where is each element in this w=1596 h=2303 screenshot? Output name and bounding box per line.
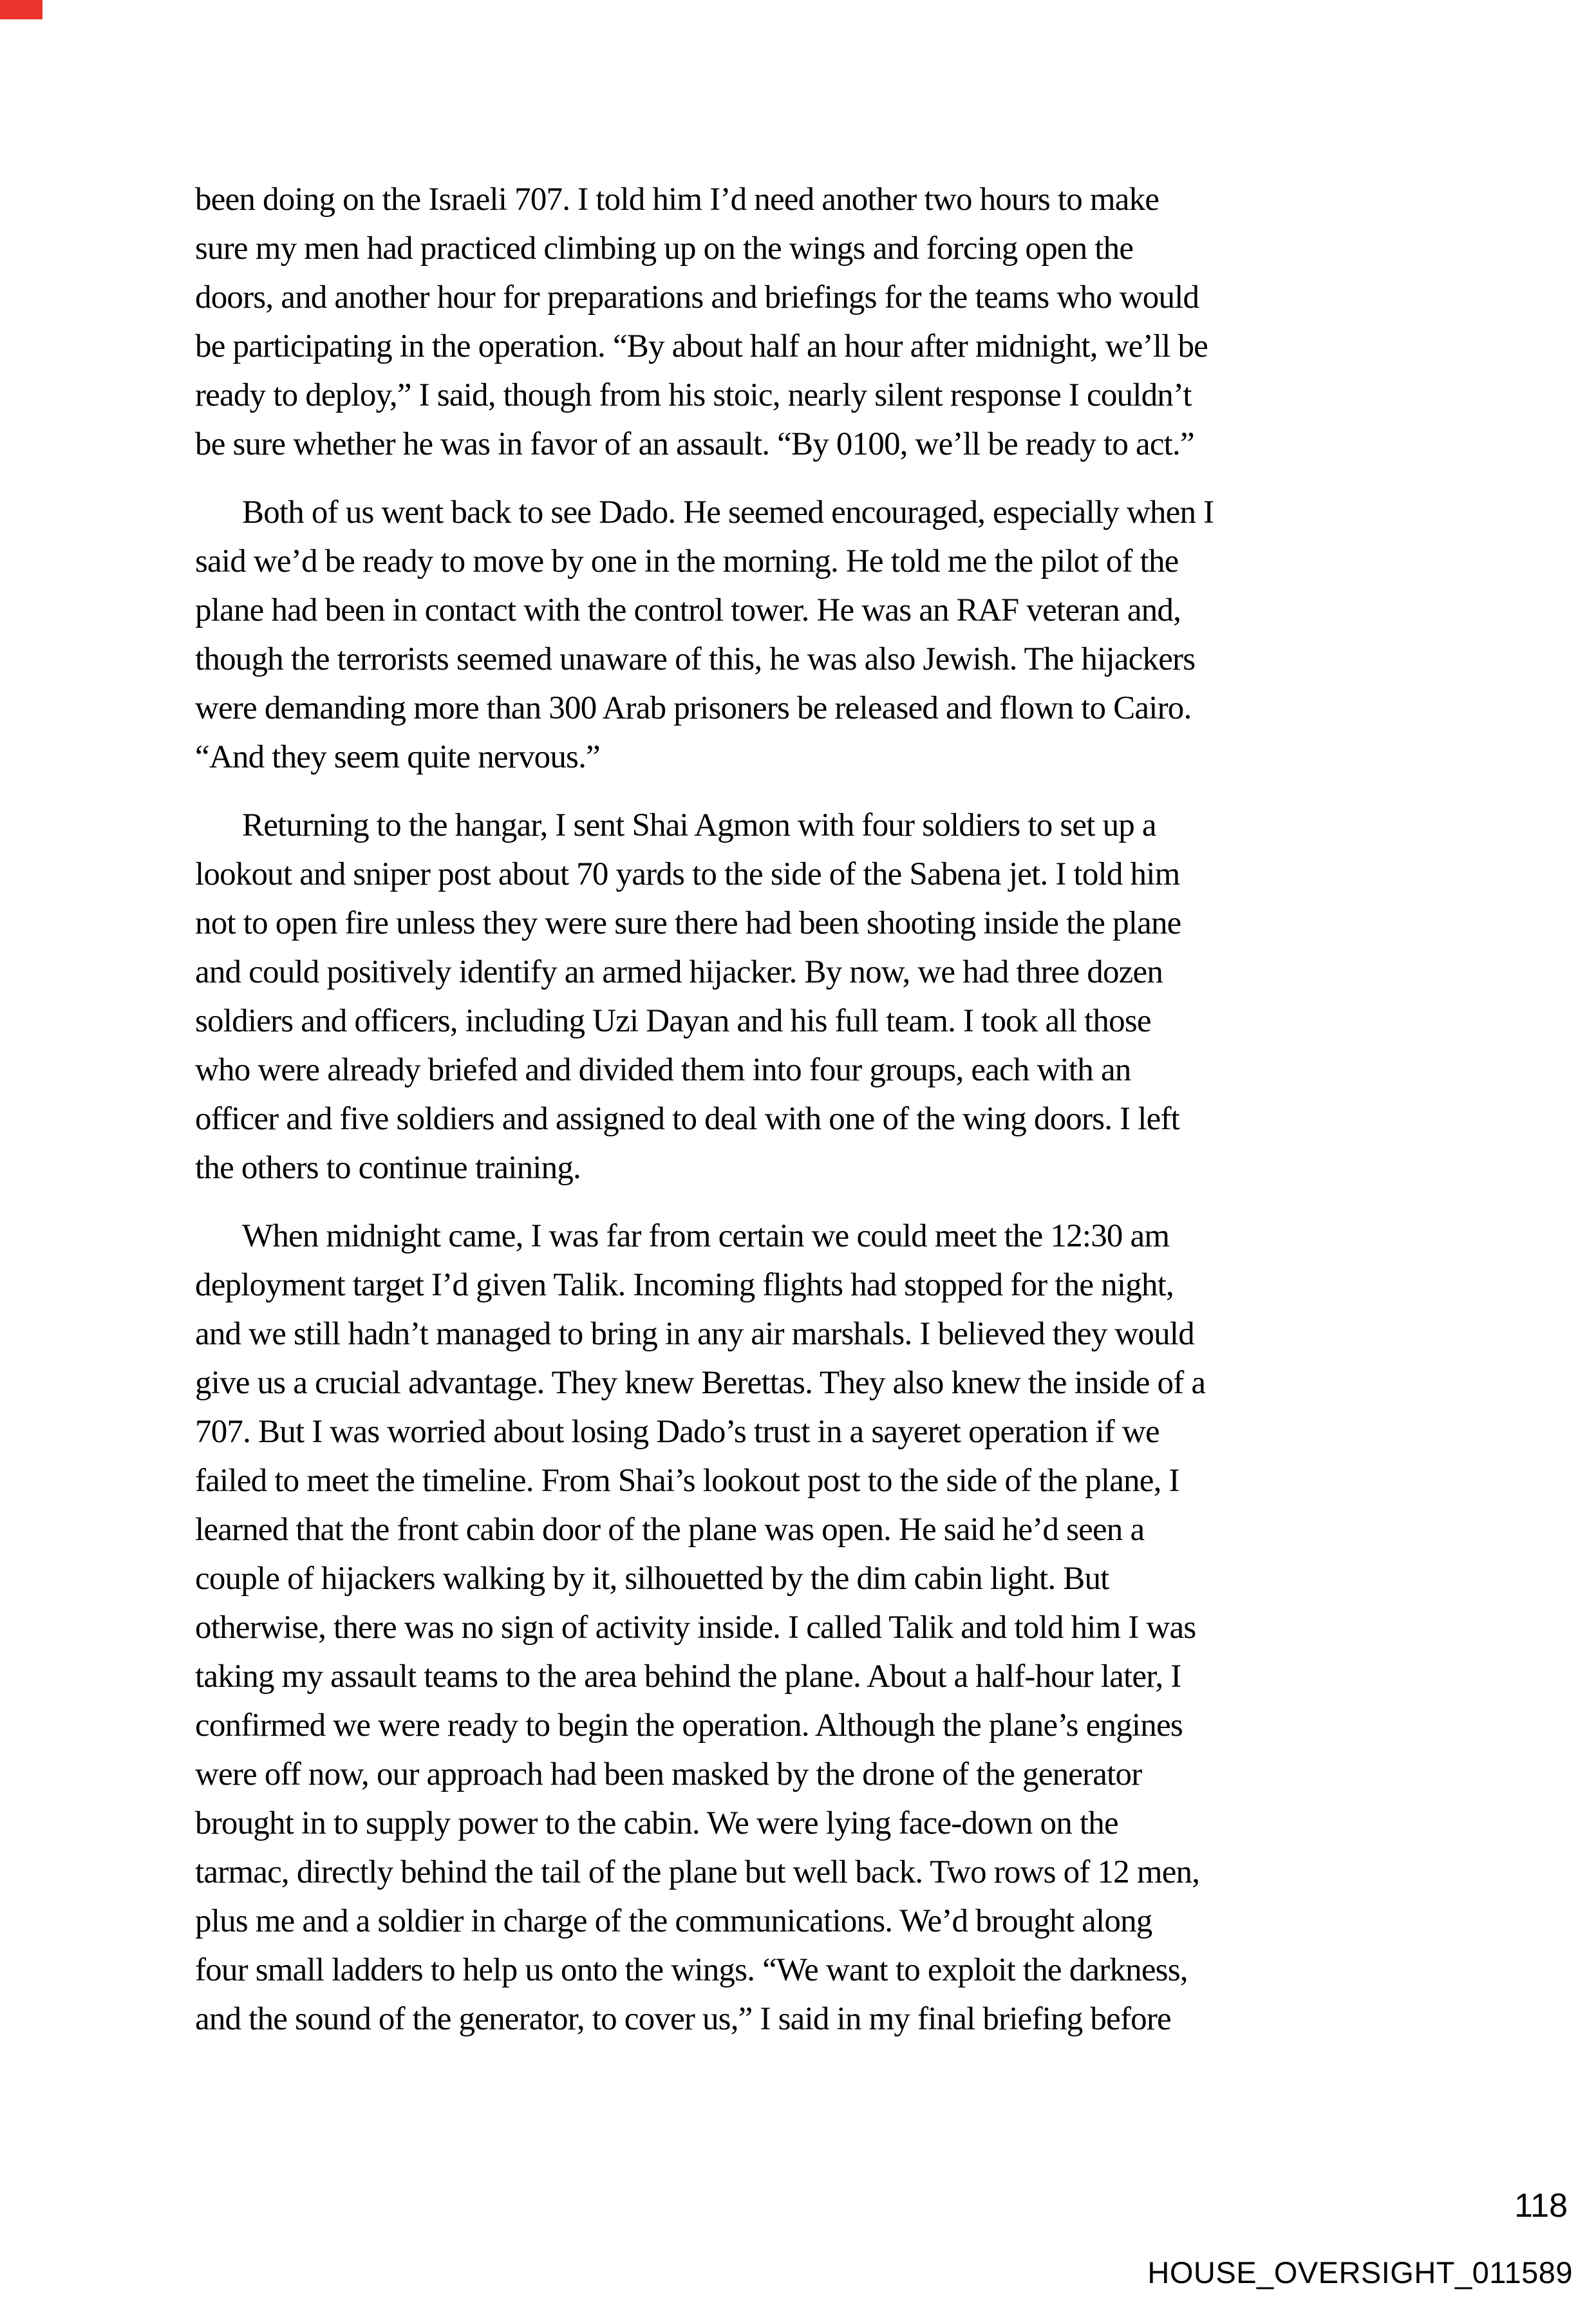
text-line: soldiers and officers, including Uzi Dayan and his full team. I took all those [195, 1003, 1151, 1039]
page-number: 118 [1514, 2187, 1568, 2224]
text-line: been doing on the Israeli 707. I told him I’d need another two hours to make [195, 182, 1159, 218]
text-line: ready to deploy,” I said, though from his stoic, nearly silent response I couldn’t [195, 377, 1192, 413]
text-line: the others to continue training. [195, 1150, 581, 1186]
text-line: When midnight came, I was far from certain we could meet the 12:30 am [242, 1218, 1170, 1254]
text-line: deployment target I’d given Talik. Incoming flights had stopped for the night, [195, 1267, 1174, 1303]
text-line: and could positively identify an armed hijacker. By now, we had three dozen [195, 954, 1163, 990]
text-line: lookout and sniper post about 70 yards to the side of the Sabena jet. I told him [195, 856, 1180, 892]
text-line: 707. But I was worried about losing Dado’s trust in a sayeret operation if we [195, 1414, 1159, 1450]
text-line: Both of us went back to see Dado. He seemed encouraged, especially when I [242, 494, 1214, 531]
text-line: tarmac, directly behind the tail of the plane but well back. Two rows of 12 men, [195, 1854, 1200, 1890]
text-line: plane had been in contact with the control tower. He was an RAF veteran and, [195, 592, 1181, 628]
paragraph [195, 801, 1415, 1192]
text-line: otherwise, there was no sign of activity inside. I called Talik and told him I was [195, 1610, 1196, 1646]
paragraph [195, 175, 1415, 469]
paragraph [195, 488, 1415, 782]
text-line: learned that the front cabin door of the plane was open. He said he’d seen a [195, 1512, 1145, 1548]
text-line: though the terrorists seemed unaware of this, he was also Jewish. The hijackers [195, 641, 1196, 677]
text-line: and the sound of the generator, to cover us,” I said in my final briefing before [195, 2001, 1171, 2037]
text-line: couple of hijackers walking by it, silhouetted by the dim cabin light. But [195, 1561, 1109, 1597]
text-line: sure my men had practiced climbing up on the wings and forcing open the [195, 230, 1134, 267]
text-line: doors, and another hour for preparations and briefings for the teams who would [195, 279, 1199, 315]
text-line: and we still hadn’t managed to bring in any air marshals. I believed they would [195, 1316, 1194, 1352]
text-line: give us a crucial advantage. They knew Berettas. They also knew the inside of a [195, 1365, 1206, 1401]
text-line: confirmed we were ready to begin the operation. Although the plane’s engines [195, 1707, 1183, 1744]
text-line: “And they seem quite nervous.” [195, 739, 600, 775]
text-line: failed to meet the timeline. From Shai’s lookout post to the side of the plane, I [195, 1463, 1179, 1499]
text-line: four small ladders to help us onto the wings. “We want to exploit the darkness, [195, 1952, 1188, 1988]
text-line: not to open fire unless they were sure there had been shooting inside the plane [195, 905, 1181, 941]
text-line: who were already briefed and divided them into four groups, each with an [195, 1052, 1131, 1088]
paragraph [195, 1212, 1415, 2044]
text-line: taking my assault teams to the area behind the plane. About a half-hour later, I [195, 1659, 1181, 1695]
body-text [195, 175, 1415, 2044]
bates-stamp: HOUSE_OVERSIGHT_011589 [1147, 2255, 1573, 2289]
text-line: be sure whether he was in favor of an assault. “By 0100, we’ll be ready to act.” [195, 426, 1194, 462]
text-line: Returning to the hangar, I sent Shai Agmon with four soldiers to set up a [242, 807, 1156, 843]
text-line: said we’d be ready to move by one in the morning. He told me the pilot of the [195, 543, 1179, 579]
text-line: officer and five soldiers and assigned to deal with one of the wing doors. I left [195, 1101, 1180, 1137]
text-line: brought in to supply power to the cabin. We were lying face-down on the [195, 1805, 1118, 1841]
text-line: were demanding more than 300 Arab prisoners be released and flown to Cairo. [195, 690, 1192, 726]
text-line: plus me and a soldier in charge of the communications. We’d brought along [195, 1903, 1152, 1939]
text-line: be participating in the operation. “By about half an hour after midnight, we’ll be [195, 328, 1208, 364]
text-line: were off now, our approach had been masked by the drone of the generator [195, 1756, 1142, 1792]
red-corner-mark [0, 0, 42, 19]
